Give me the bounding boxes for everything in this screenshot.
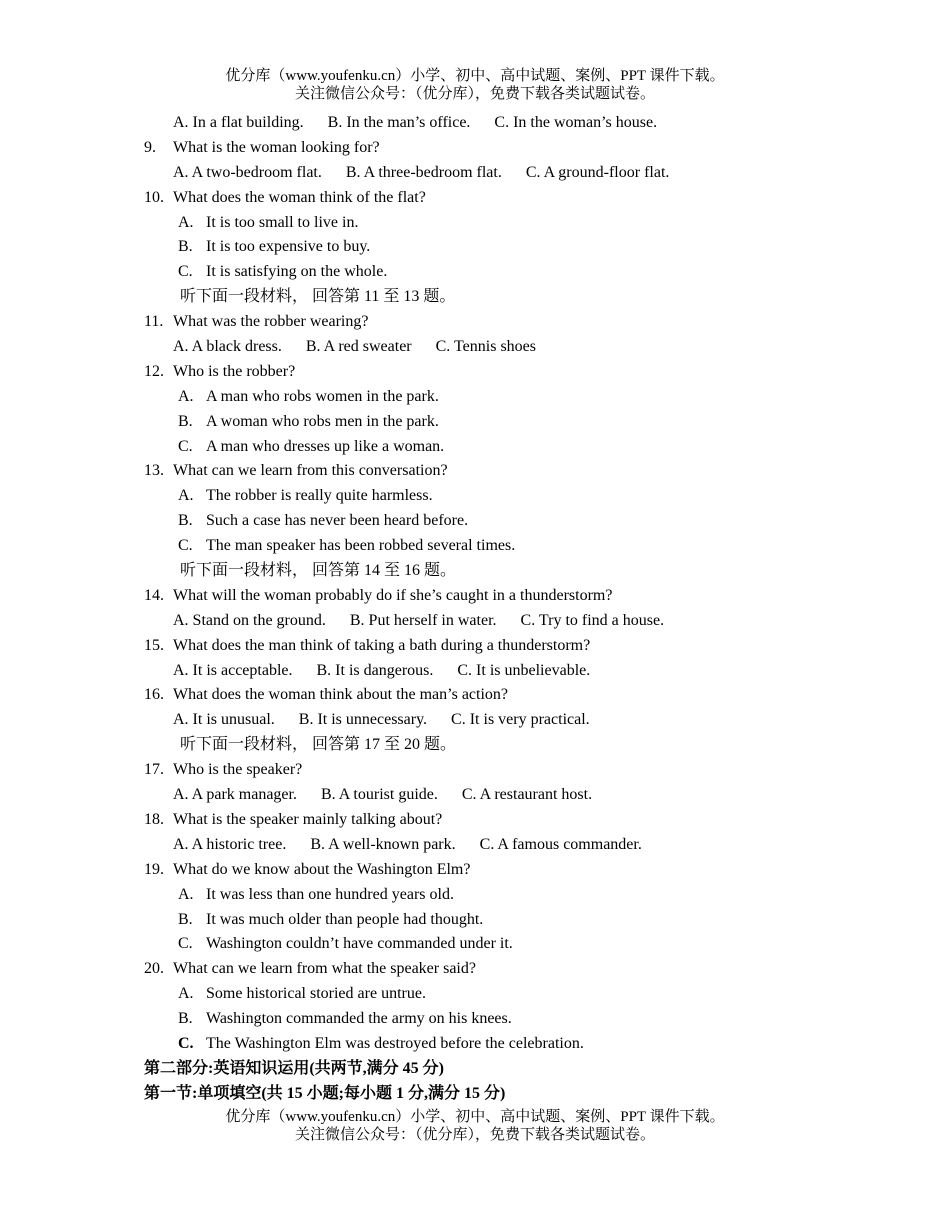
q9-option-c: C. A ground-floor flat.	[525, 163, 670, 181]
question-11	[0, 310, 950, 335]
question-18-options	[0, 833, 950, 858]
question-text: What was the robber wearing?	[173, 313, 369, 331]
q14-option-a: A. Stand on the ground.	[173, 611, 326, 629]
q13-option-b	[0, 509, 950, 534]
q16-option-c: C. It is very practical.	[451, 711, 590, 729]
option-text: It is too expensive to buy.	[206, 238, 371, 256]
question-number: 19.	[144, 860, 164, 878]
header-line-1: 优分库（www.youfenku.cn）小学、初中、高中试题、案例、PPT 课件下载。	[225, 68, 725, 84]
option-text: It is satisfying on the whole.	[206, 263, 388, 281]
q20-option-b	[0, 1007, 950, 1032]
q8-option-a: A. In a flat building.	[173, 114, 304, 131]
page-footer	[0, 1108, 950, 1144]
option-text: The robber is really quite harmless.	[206, 487, 433, 505]
q11-option-a: A. A black dress.	[173, 338, 282, 356]
q8-option-b: B. In the man’s office.	[327, 114, 471, 131]
q15-option-a: A. It is acceptable.	[173, 661, 293, 679]
question-text: What will the woman probably do if she’s caught in a thunderstorm?	[173, 586, 613, 604]
instruction-text: 听下面一段材料， 回答第 17 至 20 题。	[180, 736, 457, 754]
question-number: 18.	[144, 810, 164, 828]
question-number: 11.	[144, 313, 164, 331]
option-letter: B.	[178, 1010, 193, 1028]
q17-option-c: C. A restaurant host.	[461, 786, 593, 804]
question-9-options	[0, 161, 950, 186]
option-letter: A.	[178, 487, 194, 505]
listening-instruction-1	[0, 285, 950, 310]
q18-option-c: C. A famous commander.	[479, 835, 642, 853]
option-letter: C.	[178, 537, 193, 555]
q16-option-a: A. It is unusual.	[173, 711, 275, 729]
question-text: What is the speaker mainly talking about?	[173, 810, 443, 828]
q13-option-c	[0, 534, 950, 559]
q17-option-b: B. A tourist guide.	[320, 786, 438, 804]
header-line-2: 关注微信公众号：（优分库），免费下载各类试题试卷。	[294, 86, 655, 102]
listening-instruction-3	[0, 733, 950, 758]
q18-option-b: B. A well-known park.	[310, 835, 456, 853]
q20-option-c	[0, 1032, 950, 1057]
question-text: Who is the speaker?	[173, 761, 303, 779]
question-number: 12.	[144, 362, 164, 380]
option-text: A woman who robs men in the park.	[206, 412, 439, 430]
question-18	[0, 808, 950, 833]
q14-option-b: B. Put herself in water.	[349, 611, 497, 629]
q11-option-b: B. A red sweater	[305, 338, 412, 356]
q14-option-c: C. Try to find a house.	[520, 611, 665, 629]
question-number: 16.	[144, 686, 164, 704]
q12-option-a	[0, 385, 950, 410]
section-1-title	[0, 1082, 950, 1107]
option-letter: B.	[178, 512, 193, 530]
q20-option-a	[0, 982, 950, 1007]
question-text: What does the woman think of the flat?	[173, 188, 426, 206]
question-8-options	[0, 111, 950, 136]
q19-option-b	[0, 908, 950, 933]
footer-line-1: 优分库（www.youfenku.cn）小学、初中、高中试题、案例、PPT 课件下载。	[225, 1109, 725, 1125]
instruction-text: 听下面一段材料， 回答第 14 至 16 题。	[180, 562, 457, 580]
option-letter: C.	[178, 263, 193, 281]
q16-option-b: B. It is unnecessary.	[298, 711, 428, 729]
option-letter: A.	[178, 213, 194, 231]
question-text: What does the woman think about the man’s action?	[173, 686, 509, 704]
question-15	[0, 634, 950, 659]
option-text: A man who dresses up like a woman.	[206, 437, 445, 455]
q15-option-b: B. It is dangerous.	[316, 661, 434, 679]
option-letter: B.	[178, 412, 193, 430]
question-number: 13.	[144, 462, 164, 480]
footer-line-2: 关注微信公众号：（优分库），免费下载各类试题试卷。	[294, 1127, 655, 1143]
q12-option-c	[0, 435, 950, 460]
question-17	[0, 758, 950, 783]
question-number: 17.	[144, 761, 164, 779]
section-heading: 第一节:单项填空(共 15 小题;每小题 1 分,满分 15 分)	[144, 1084, 506, 1102]
option-letter: C.	[178, 437, 193, 455]
q8-option-c: C. In the woman’s house.	[494, 114, 658, 131]
q17-option-a: A. A park manager.	[173, 786, 297, 804]
q10-option-c	[0, 260, 950, 285]
option-text: It is too small to live in.	[206, 213, 359, 231]
question-17-options	[0, 783, 950, 808]
question-text: What do we know about the Washington Elm?	[173, 860, 471, 878]
part-2-title	[0, 1057, 950, 1082]
question-11-options	[0, 335, 950, 360]
option-text: A man who robs women in the park.	[206, 387, 439, 405]
question-9	[0, 136, 950, 161]
question-number: 9.	[144, 138, 156, 156]
question-14-options	[0, 609, 950, 634]
option-text: Washington commanded the army on his knees.	[206, 1010, 512, 1028]
question-16	[0, 683, 950, 708]
option-letter: C.	[178, 1034, 194, 1052]
q9-option-b: B. A three-bedroom flat.	[345, 163, 502, 181]
question-19	[0, 858, 950, 883]
q10-option-a	[0, 211, 950, 236]
option-text: It was less than one hundred years old.	[206, 885, 454, 903]
option-letter: A.	[178, 885, 194, 903]
question-number: 15.	[144, 636, 164, 654]
option-text: Washington couldn’t have commanded under it.	[206, 935, 513, 953]
q19-option-c	[0, 932, 950, 957]
option-text: The Washington Elm was destroyed before the celebration.	[206, 1034, 584, 1052]
question-16-options	[0, 708, 950, 733]
question-15-options	[0, 659, 950, 684]
listening-instruction-2	[0, 559, 950, 584]
option-letter: B.	[178, 238, 193, 256]
option-text: It was much older than people had thought.	[206, 910, 484, 928]
q11-option-c: C. Tennis shoes	[435, 338, 536, 356]
question-text: Who is the robber?	[173, 362, 296, 380]
question-number: 10.	[144, 188, 164, 206]
question-14	[0, 584, 950, 609]
option-text: The man speaker has been robbed several times.	[206, 537, 516, 555]
option-letter: A.	[178, 985, 194, 1003]
exam-content	[0, 111, 950, 1107]
question-text: What does the man think of taking a bath during a thunderstorm?	[173, 636, 591, 654]
option-letter: B.	[178, 910, 193, 928]
question-text: What is the woman looking for?	[173, 138, 380, 156]
question-number: 14.	[144, 586, 164, 604]
question-20	[0, 957, 950, 982]
page-header	[0, 67, 950, 103]
q13-option-a	[0, 484, 950, 509]
question-text: What can we learn from what the speaker said?	[173, 960, 476, 978]
option-letter: A.	[178, 387, 194, 405]
q18-option-a: A. A historic tree.	[173, 835, 287, 853]
question-number: 20.	[144, 960, 164, 978]
q10-option-b	[0, 235, 950, 260]
question-13	[0, 459, 950, 484]
option-letter: C.	[178, 935, 193, 953]
section-heading: 第二部分:英语知识运用(共两节,满分 45 分)	[144, 1059, 444, 1077]
question-text: What can we learn from this conversation?	[173, 462, 448, 480]
option-text: Such a case has never been heard before.	[206, 512, 469, 530]
question-10	[0, 186, 950, 211]
option-text: Some historical storied are untrue.	[206, 985, 426, 1003]
q9-option-a: A. A two-bedroom flat.	[173, 163, 322, 181]
question-12	[0, 360, 950, 385]
q15-option-c: C. It is unbelievable.	[457, 661, 591, 679]
instruction-text: 听下面一段材料， 回答第 11 至 13 题。	[180, 288, 456, 306]
q19-option-a	[0, 883, 950, 908]
q12-option-b	[0, 410, 950, 435]
